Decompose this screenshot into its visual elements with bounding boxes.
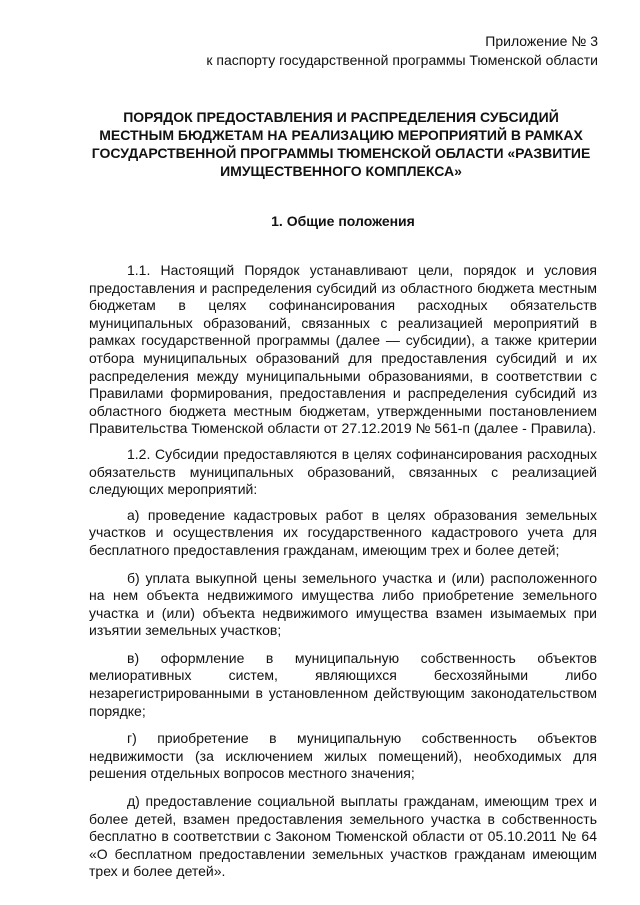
paragraph-1-2: 1.2. Субсидии предоставляются в целях софинансирования расходных обязательств муниципальных образований, связанных с реализацией следующих мероприятий: bbox=[89, 445, 597, 498]
section-heading: 1. Общие положения bbox=[271, 213, 415, 229]
title-line: ГОСУДАРСТВЕННОЙ ПРОГРАММЫ ТЮМЕНСКОЙ ОБЛАСТИ «РАЗВИТИЕ bbox=[91, 145, 591, 161]
title-line: МЕСТНЫМ БЮДЖЕТАМ НА РЕАЛИЗАЦИЮ МЕРОПРИЯТИЙ В РАМКАХ bbox=[99, 127, 583, 143]
document-title bbox=[86, 108, 596, 180]
appendix-header bbox=[206, 32, 598, 70]
list-item-b: б) уплата выкупной цены земельного участка и (или) расположенного на нем объекта недвижимого имущества либо приобретение земельного участка и (или) объекта недвижимого имущества взамен изымаемых при изъятии земельных участков; bbox=[89, 569, 597, 639]
list-item-a: а) проведение кадастровых работ в целях образования земельных участков и осуществления их государственного кадастрового учета для бесплатного предоставления гражданам, имеющим трех и более детей; bbox=[89, 506, 597, 558]
appendix-number: Приложение № 3 bbox=[485, 33, 598, 49]
appendix-reference: к паспорту государственной программы Тюменской области bbox=[206, 52, 598, 68]
paragraph-1-1: 1.1. Настоящий Порядок устанавливают цели, порядок и условия предоставления и распределения субсидий из областного бюджета местным бюджетам в целях софинансирования расходных обязательств муниципальных образований, связанных с реализацией мероприятий в рамках государственной программы (далее — субсидии), а также критерии отбора муниципальных образований для предоставления субсидий и их распределения между муниципальными образованиями, в соответствии с Правилами формирования, предоставления и распределения субсидий из областного бюджета местным бюджетам, утвержденными постановлением Правительства Тюменской области от 27.12.2019 № 561-п (далее - Правила). bbox=[89, 262, 597, 437]
title-line: ПОРЯДОК ПРЕДОСТАВЛЕНИЯ И РАСПРЕДЕЛЕНИЯ СУБСИДИЙ bbox=[123, 109, 559, 125]
document-body bbox=[89, 262, 597, 891]
title-line: ИМУЩЕСТВЕННОГО КОМПЛЕКСА» bbox=[220, 163, 462, 179]
list-item-d: д) предоставление социальной выплаты гражданам, имеющим трех и более детей, взамен предоставления земельного участка в собственность бесплатно в соответствии с Законом Тюменской области от 05.10.2011 № 64 «О бесплатном предоставлении земельных участков гражданам имеющим трех и более детей». bbox=[89, 793, 597, 880]
list-item-v: в) оформление в муниципальную собственность объектов мелиоративных систем, являющихся бесхозяйными либо незарегистрированными в установленном действующим законодательством порядке; bbox=[89, 649, 597, 719]
list-item-g: г) приобретение в муниципальную собственность объектов недвижимости (за исключением жилых помещений), необходимых для решения отдельных вопросов местного значения; bbox=[89, 730, 597, 782]
